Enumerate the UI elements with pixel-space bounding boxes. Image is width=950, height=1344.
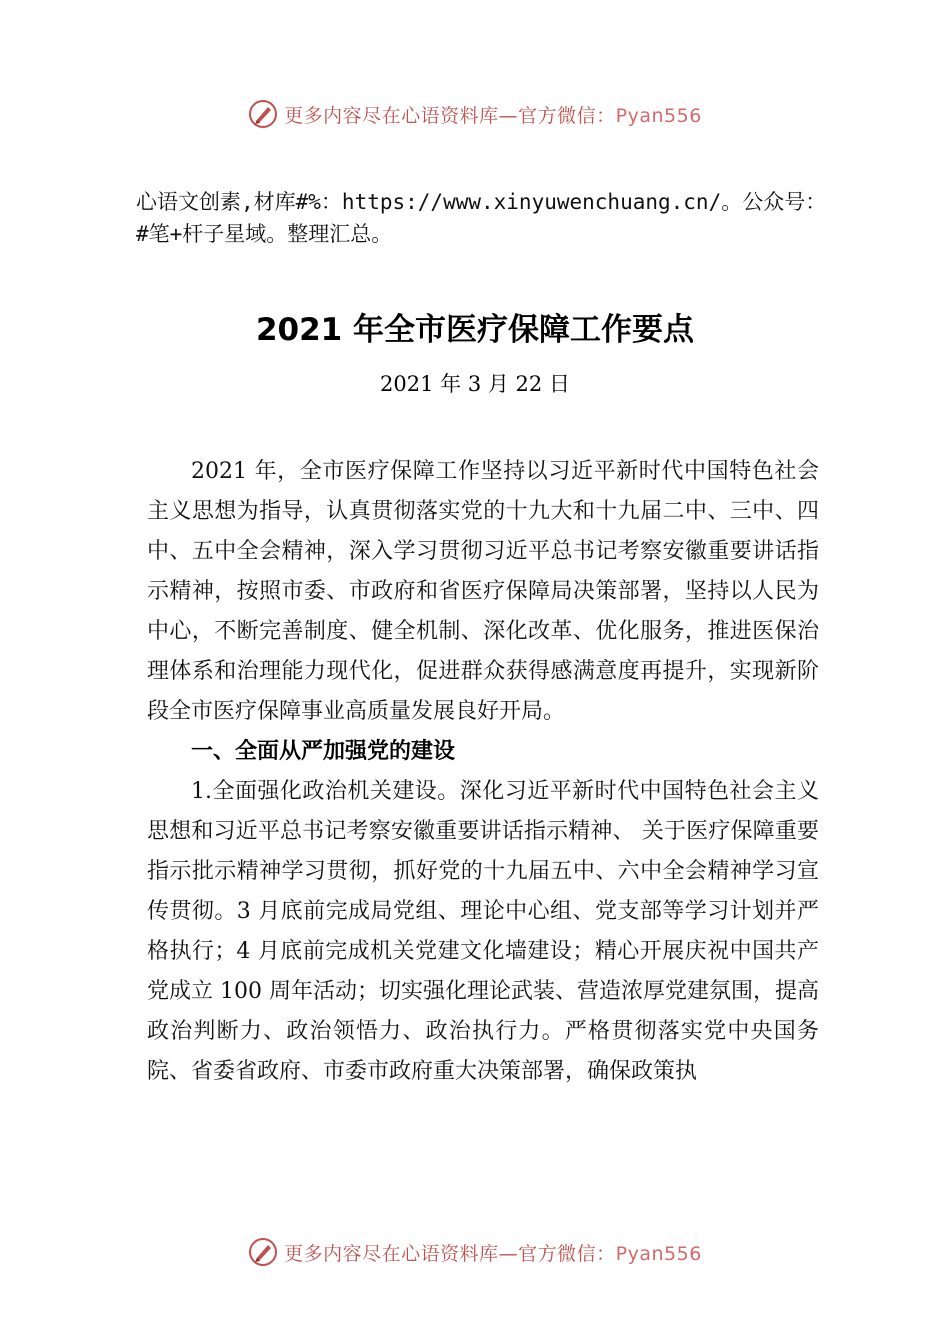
footer-banner — [0, 1232, 950, 1272]
document-date: 2021 年 3 月 22 日 — [380, 372, 570, 396]
page-title: 2021 年全市医疗保障工作要点 — [255, 312, 695, 348]
source-note: 心语文创素,材库#%：https://www.xinyuwenchuang.cn/。公众号：#笔+杆子星域。整理汇总。 — [136, 190, 827, 246]
intro-paragraph: 2021 年，全市医疗保障工作坚持以习近平新时代中国特色社会主义思想为指导，认真贯彻落实党的十九大和十九届二中、三中、四中、五中全会精神，深入学习贯彻习近平总书记考察安徽重要讲话指示精神，按照市委、市政府和省医疗保障局决策部署，坚持以人民为中心，不断完善制度、健全机制、深化改革、优化服务，推进医保治理体系和治理能力现代化，促进群众获得感满意度再提升，实现新阶段全市医疗保障事业高质量发展良好开局。 — [147, 459, 819, 724]
wechat-handle: Pyan556 — [615, 1242, 702, 1265]
wechat-handle: Pyan556 — [615, 104, 702, 127]
banner-text: 更多内容尽在心语资料库—官方微信：Pyan556 — [284, 104, 702, 127]
quill-pen-logo-icon — [248, 99, 278, 129]
quill-pen-logo-icon — [248, 1237, 278, 1267]
header-banner — [0, 94, 950, 134]
item-paragraph: 1.全面强化政治机关建设。深化习近平新时代中国特色社会主义思想和习近平总书记考察安徽重要讲话指示精神、 关于医疗保障重要指示批示精神学习贯彻，抓好党的十九届五中、六中全会精神学习宣传贯彻。3 月底前完成局党组、理论中心组、党支部等学习计划并严格执行；4 月底前完成机关党建文化墙建设；精心开展庆祝中国共产党成立 100 周年活动；切实强化理论武装、营造浓厚党建氛围，提高政治判断力、政治领悟力、政治执行力。严格贯彻落实党中央国务院、省委省政府、市委市政府重大决策部署，确保政策执 — [147, 779, 819, 1084]
banner-text: 更多内容尽在心语资料库—官方微信：Pyan556 — [284, 1242, 702, 1265]
section-heading: 一、全面从严加强党的建设 — [191, 739, 456, 764]
document-body — [147, 452, 819, 1092]
